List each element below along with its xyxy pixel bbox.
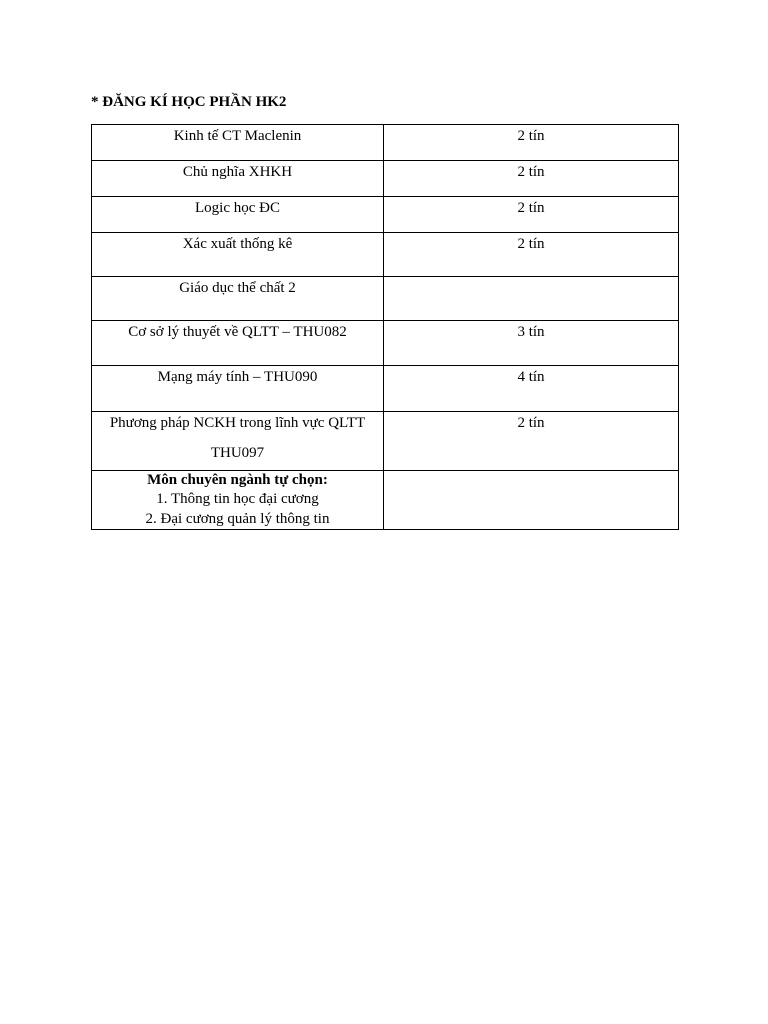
document-title: * ĐĂNG KÍ HỌC PHẦN HK2 [91,94,287,110]
credit-cell [384,161,679,197]
course-credits: 2 tín [517,200,545,216]
table-row [92,161,679,197]
course-credits: 2 tín [517,164,545,180]
course-name-cell [92,366,384,412]
course-name-line1: Phương pháp NCKH trong lĩnh vực QLTT [109,415,366,431]
credit-cell [384,277,679,321]
course-name-cell [92,161,384,197]
table-row [92,412,679,471]
course-credits: 2 tín [517,415,545,431]
course-name: Kinh tế CT Maclenin [173,128,302,144]
course-name: Cơ sở lý thuyết về QLTT – THU082 [128,324,347,340]
elective-item-2: 2. Đại cương quản lý thông tin [145,511,330,527]
course-name-cell [92,233,384,277]
course-name-cell [92,125,384,161]
course-name-cell [92,412,384,471]
credit-cell [384,321,679,366]
table-row [92,233,679,277]
course-credits: 3 tín [517,324,545,340]
table-row [92,277,679,321]
course-name: Chủ nghĩa XHKH [182,164,293,180]
credit-cell [384,412,679,471]
table-row [92,366,679,412]
course-name: Logic học ĐC [195,200,280,216]
credit-cell [384,471,679,530]
credit-cell [384,125,679,161]
course-name-cell [92,277,384,321]
table-row [92,321,679,366]
course-name-cell [92,197,384,233]
elective-heading: Môn chuyên ngành tự chọn: [147,472,328,488]
course-credits [388,277,674,279]
course-credits: 2 tín [517,128,545,144]
course-name: Mạng máy tính – THU090 [157,369,318,385]
table-row [92,471,679,530]
course-registration-table [91,124,679,530]
credit-cell [384,197,679,233]
course-code-line2: THU097 [210,445,265,461]
elective-credits [388,471,674,473]
course-name: Giáo dục thể chất 2 [179,280,296,296]
course-name: Xác xuất thống kê [182,236,293,252]
elective-item-1: 1. Thông tin học đại cương [156,491,319,507]
table-row [92,125,679,161]
elective-cell [92,471,384,530]
credit-cell [384,233,679,277]
table-row [92,197,679,233]
credit-cell [384,366,679,412]
course-credits: 4 tín [517,369,545,385]
course-credits: 2 tín [517,236,545,252]
course-name-cell [92,321,384,366]
